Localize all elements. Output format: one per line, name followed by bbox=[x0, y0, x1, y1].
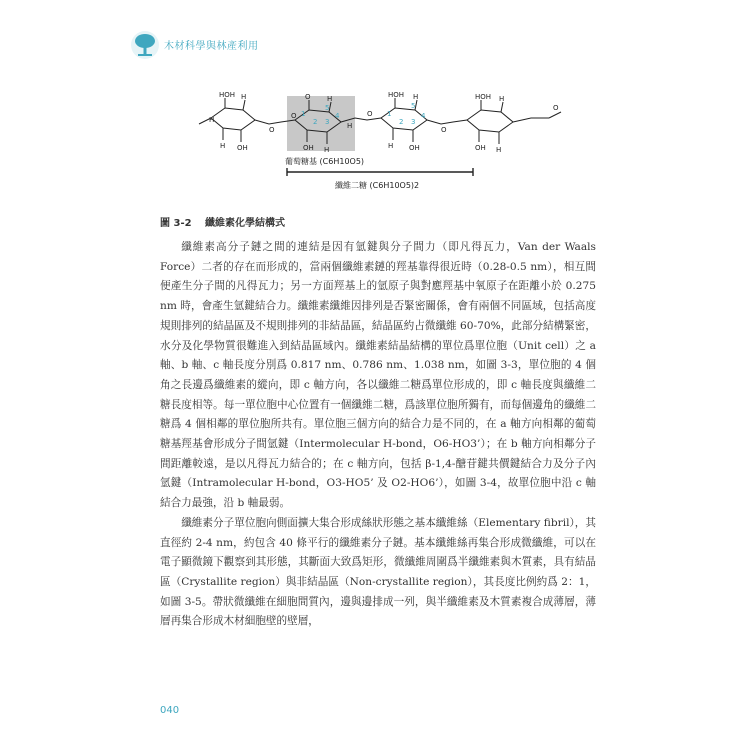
header-title: 木材科學與林產利用 bbox=[164, 41, 259, 52]
ring-number: 2 bbox=[399, 118, 404, 126]
svg-text:H: H bbox=[209, 116, 215, 124]
svg-text:OH: OH bbox=[475, 144, 486, 152]
ring-number: 3 bbox=[325, 118, 330, 126]
svg-text:OH: OH bbox=[237, 144, 248, 152]
ring-number: 1 bbox=[387, 110, 392, 118]
svg-text:H: H bbox=[241, 93, 247, 101]
svg-text:HOH: HOH bbox=[388, 91, 405, 99]
svg-text:HOH: HOH bbox=[475, 93, 492, 101]
paragraph: 纖維素分子單位胞向側面擴大集合形成絲狀形態之基本纖維絲（Elementary fibril），其直徑約 2-4 nm，約包含 40 條平行的纖維素分子鏈。基本纖維絲再集合形成微纖維，可以在電子顯微鏡下觀察到其形態，其斷面大致爲矩形，微纖維周圍爲半纖維素與木質素，具有結晶區（Crystallite region）與非結晶區（Non-crystallite region），其長度比例約爲 2：1，如圖 3-5。帶狀微纖維在細胞間質內，邊與邊排成一列，與半纖維素及木質素複合成薄層，薄層再集合形成木材細胞壁的壁層， bbox=[160, 516, 596, 628]
svg-text:HOH: HOH bbox=[219, 91, 236, 99]
tree-logo-icon bbox=[130, 30, 160, 60]
svg-text:O: O bbox=[441, 126, 447, 134]
ring-number: 3 bbox=[411, 118, 416, 126]
svg-text:H: H bbox=[324, 146, 330, 154]
svg-text:O: O bbox=[291, 112, 297, 120]
svg-text:H: H bbox=[220, 142, 226, 150]
figure-title: 纖維素化學結構式 bbox=[205, 218, 286, 229]
ring-number: 4 bbox=[335, 112, 340, 120]
svg-text:O: O bbox=[305, 93, 311, 101]
svg-text:O: O bbox=[367, 110, 373, 118]
figure-caption bbox=[160, 214, 285, 229]
svg-text:H: H bbox=[413, 93, 419, 101]
glucose-unit-label: 葡萄糖基 (C6H10O5) bbox=[285, 157, 365, 166]
svg-text:H: H bbox=[388, 142, 394, 150]
ring-number: 2 bbox=[313, 118, 318, 126]
ring-number: 4 bbox=[421, 112, 426, 120]
page-number: 040 bbox=[160, 705, 180, 716]
svg-text:O: O bbox=[269, 126, 275, 134]
running-header bbox=[130, 30, 630, 64]
ring-number: 1 bbox=[301, 110, 306, 118]
svg-text:H: H bbox=[327, 95, 333, 103]
svg-text:O: O bbox=[553, 104, 559, 112]
svg-text:OH: OH bbox=[409, 144, 420, 152]
svg-text:H: H bbox=[347, 122, 353, 130]
ring-number: 5 bbox=[411, 102, 416, 110]
svg-text:OH: OH bbox=[303, 144, 314, 152]
cellobiose-label: 纖維二糖 (C6H10O5)2 bbox=[335, 181, 420, 190]
cellulose-structure-diagram bbox=[185, 88, 585, 200]
svg-text:H: H bbox=[496, 146, 502, 154]
glucose-highlight-box bbox=[287, 96, 355, 151]
svg-text:H: H bbox=[499, 95, 505, 103]
ring-number: 5 bbox=[325, 104, 330, 112]
paragraph: 纖維素高分子鏈之間的連結是因有氫鍵與分子間力（即凡得瓦力，Van der Waals Force）二者的存在而形成的，當兩個纖維素鏈的羥基靠得很近時（0.28-0.5 nm），相互間便產生分子間的凡得瓦力；另一方面羥基上的氫原子與對應羥基中氧原子在距離小於 0.275 nm 時，會產生氫鍵結合力。纖維素纖維因排列是否緊密關係，會有兩個不同區域，包括高度規則排列的結晶區及不規則排列的非結晶區，結晶區約占微纖維 60-70%，此部分結構緊密，水分及化學物質很難進入到結晶區域內。纖維素結晶結構的單位爲單位胞（Unit cell）之 a 軸、b 軸、c 軸長度分別爲 0.817 nm、0.786 nm、1.038 nm，如圖 3-3，單位胞的 4 個角之長邊爲纖維素的縱向，即 c 軸方向，各以纖維二糖爲單位形成的，即 c 軸長度與纖維二糖長度相等。每一單位胞中心位置有一個纖維二糖，爲該單位胞所獨有，而每個邊角的纖維二糖爲 4 個相鄰的單位胞所共有。單位胞三個方向的結合力是不同的，在 a 軸方向相鄰的葡萄糖基羥基會形成分子間氫鍵（Intermolecular H-bond，O6-HO3’）；在 b 軸方向相鄰分子間距離較遠，是以凡得瓦力結合的；在 c 軸方向，包括 β-1,4-醣苷鍵共價鍵結合力及分子內氫鍵（Intramolecular H-bond，O3-HO5’ 及 O2-HO6’），如圖 3-4，故單位胞中沿 c 軸結合力最強，沿 b 軸最弱。 bbox=[160, 241, 596, 510]
figure-number: 圖 3-2 bbox=[160, 218, 192, 229]
body-text bbox=[160, 238, 596, 632]
